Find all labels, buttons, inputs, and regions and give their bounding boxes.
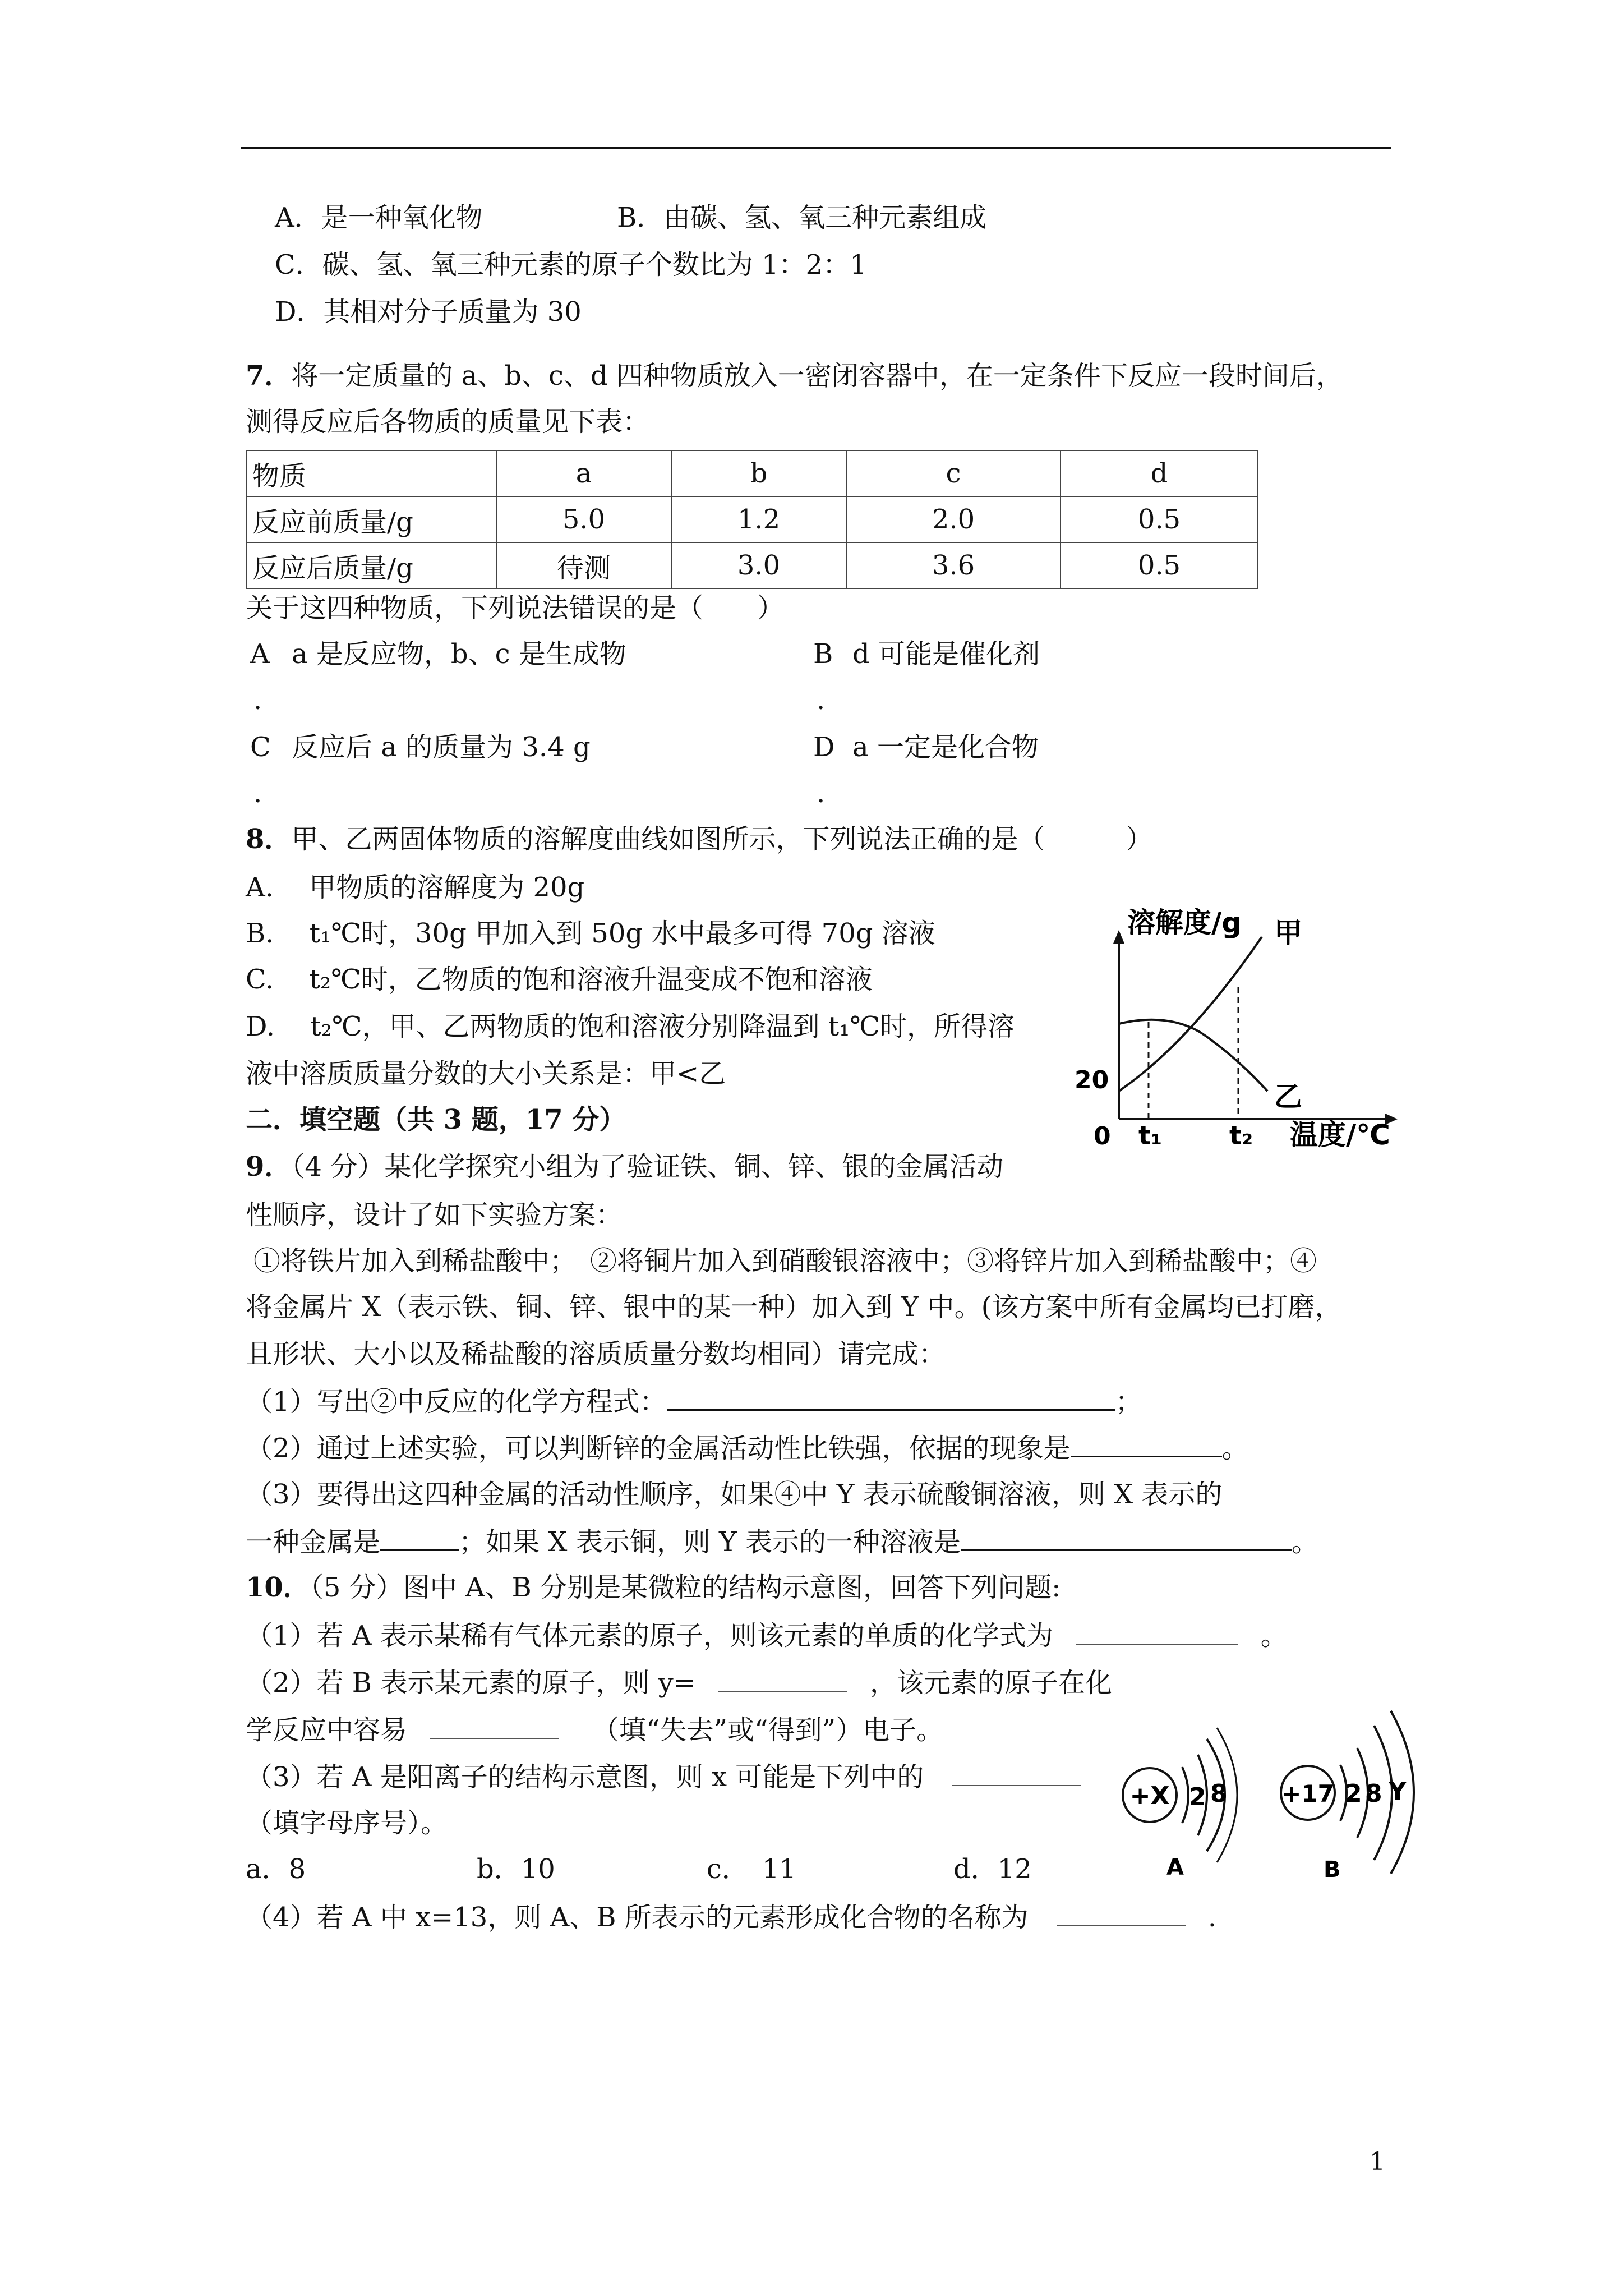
diagram-a	[1123, 1728, 1237, 1880]
graph-t2: t₂	[1229, 1120, 1253, 1151]
table-row	[246, 496, 1258, 542]
answer-blank[interactable]	[380, 1524, 459, 1551]
table-cell: 5.0	[496, 496, 671, 542]
answer-blank[interactable]	[1057, 1899, 1186, 1926]
q7-stem-line2: 测得反应后各物质的质量见下表：	[246, 406, 650, 438]
q9-sub1-end: ；	[1115, 1386, 1142, 1418]
table-cell: 0.5	[1061, 496, 1258, 542]
nucleus-b-label: +17	[1281, 1780, 1334, 1807]
table-cell: 物质	[246, 450, 496, 496]
q7-stem-line1	[246, 359, 1343, 393]
q10-sub2-c: 学反应中容易	[246, 1714, 408, 1746]
q7-number: 7．	[246, 360, 292, 392]
q9-sub2	[246, 1430, 1249, 1465]
shell-a-1: 2	[1189, 1783, 1206, 1811]
q10-option-d: d．12	[953, 1853, 1032, 1885]
q7-dot: .	[817, 684, 826, 716]
answer-blank[interactable]	[1071, 1430, 1222, 1457]
table-cell: 1.2	[671, 496, 846, 542]
q10-sub3-a: （3）若 A 是阳离子的结构示意图，则 x 可能是下列中的	[246, 1761, 924, 1793]
table-cell: a	[496, 450, 671, 496]
curve-jia	[1119, 937, 1262, 1091]
q10-sub2-d: （填“失去”或“得到”）电子。	[592, 1714, 944, 1746]
graph-origin: 0	[1094, 1122, 1111, 1151]
diagram-b-label: B	[1324, 1857, 1341, 1883]
shell-arc	[1182, 1767, 1188, 1823]
q6-option-c: C．碳、氢、氧三种元素的原子个数比为 1：2：1	[275, 249, 867, 280]
table-cell: 3.0	[671, 542, 846, 588]
q8-option-d-line2: 液中溶质质量分数的大小关系是：甲<乙	[246, 1058, 726, 1089]
q10-option-b: b．10	[477, 1853, 555, 1885]
table-cell: 0.5	[1061, 542, 1258, 588]
graph-y-tick-20: 20	[1075, 1066, 1109, 1094]
q9-sub1	[246, 1383, 1142, 1419]
graph-ylabel: 溶解度/g	[1127, 907, 1242, 939]
q9-sub2-end: 。	[1221, 1433, 1249, 1464]
diagram-b	[1281, 1711, 1414, 1883]
answer-blank[interactable]	[961, 1524, 1292, 1551]
q9-sub3-line2	[246, 1524, 1318, 1559]
label-yi: 乙	[1274, 1080, 1302, 1113]
q7-option-d-letter: D	[813, 731, 835, 763]
label-jia: 甲	[1274, 917, 1302, 949]
answer-blank[interactable]	[952, 1759, 1081, 1786]
q8-option-c: C. t₂℃时，乙物质的饱和溶液升温变成不饱和溶液	[246, 964, 873, 995]
q10-sub4-end: .	[1207, 1902, 1217, 1933]
q10-sub4	[246, 1899, 1216, 1934]
table-cell: b	[671, 450, 846, 496]
q8-option-d-line1: D. t₂℃，甲、乙两物质的饱和溶液分别降温到 t₁℃时，所得溶	[246, 1011, 1015, 1042]
shell-b-1: 2	[1345, 1779, 1362, 1808]
q7-dot: .	[817, 777, 826, 809]
q7-option-d: a 一定是化合物	[852, 731, 1039, 763]
q9-sub3-end: 。	[1291, 1526, 1318, 1558]
q10-sub3-line1	[246, 1759, 1081, 1794]
q9-line3: ①将铁片加入到稀盐酸中； ②将铜片加入到硝酸银溶液中；③将锌片加入到稀盐酸中；④	[253, 1245, 1317, 1277]
shell-b-2: 8	[1365, 1779, 1382, 1808]
q8-stem-text: 甲、乙两固体物质的溶解度曲线如图所示，下列说法正确的是（ ）	[291, 823, 1153, 855]
q9-line1-text: （4 分）某化学探究小组为了验证铁、铜、锌、银的金属活动	[291, 1151, 1004, 1182]
mass-table	[246, 450, 1258, 589]
solubility-graph	[1066, 898, 1424, 1156]
q8-stem	[246, 822, 1152, 856]
graph-xlabel: 温度/℃	[1290, 1119, 1390, 1151]
q7-dot: .	[253, 777, 262, 809]
section-2-title: 二．填空题（共 3 题，17 分）	[246, 1104, 626, 1135]
table-cell: 反应前质量/g	[246, 496, 496, 542]
q9-line4: 将金属片 X（表示铁、铜、锌、银中的某一种）加入到 Y 中。(该方案中所有金属均已打磨，	[246, 1291, 1342, 1323]
q10-sub1	[246, 1618, 1288, 1653]
q9-line2: 性顺序，设计了如下实验方案：	[246, 1199, 623, 1231]
atom-structure-diagrams	[1110, 1694, 1447, 1885]
q6-option-d: D．其相对分子质量为 30	[275, 296, 582, 328]
q6-option-b: B．由碳、氢、氧三种元素组成	[617, 202, 987, 233]
table-cell: 3.6	[846, 542, 1061, 588]
q9-line1	[246, 1150, 1003, 1184]
table-cell: 2.0	[846, 496, 1061, 542]
q7-option-c: 反应后 a 的质量为 3.4 g	[292, 731, 591, 763]
q10-sub2-a: （2）若 B 表示某元素的原子，则 y=	[246, 1667, 696, 1699]
q10-sub4-text: （4）若 A 中 x=13，则 A、B 所表示的元素形成化合物的名称为	[246, 1902, 1029, 1933]
q10-number: 10．	[246, 1572, 310, 1603]
q9-sub2-text: （2）通过上述实验，可以判断锌的金属活动性比铁强，依据的现象是	[246, 1433, 1071, 1464]
q7-option-b: d 可能是催化剂	[852, 638, 1040, 670]
table-cell: d	[1061, 450, 1258, 496]
shell-a-2: 8	[1210, 1779, 1228, 1808]
nucleus-a-label: +X	[1129, 1782, 1170, 1810]
table-cell: 待测	[496, 542, 671, 588]
q10-stem	[246, 1571, 1061, 1604]
q7-option-c-letter: C	[250, 731, 271, 763]
table-cell: c	[846, 450, 1061, 496]
q7-question: 关于这四种物质，下列说法错误的是（ ）	[246, 592, 785, 624]
q7-option-a: a 是反应物，b、c 是生成物	[292, 638, 626, 670]
header-rule	[241, 147, 1391, 149]
curve-yi	[1119, 1020, 1267, 1091]
q10-stem-text: （5 分）图中 A、B 分别是某微粒的结构示意图，回答下列问题:	[310, 1572, 1061, 1603]
q7-option-a-letter: A	[250, 638, 270, 670]
answer-blank[interactable]	[718, 1665, 847, 1692]
q9-sub1-text: （1）写出②中反应的化学方程式：	[246, 1386, 667, 1418]
answer-blank[interactable]	[667, 1383, 1115, 1411]
q7-stem-text: 将一定质量的 a、b、c、d 四种物质放入一密闭容器中，在一定条件下反应一段时间后，	[291, 360, 1343, 392]
q6-option-a: A．是一种氧化物	[275, 202, 483, 233]
q10-sub3-line2: （填字母序号）。	[246, 1807, 448, 1839]
q8-option-b: B. t₁℃时，30g 甲加入到 50g 水中最多可得 70g 溶液	[246, 918, 935, 949]
q10-sub1-end: 。	[1260, 1620, 1288, 1651]
q9-sub3-line1: （3）要得出这四种金属的活动性顺序，如果④中 Y 表示硫酸铜溶液，则 X 表示的	[246, 1479, 1223, 1510]
q9-number: 9．	[246, 1151, 292, 1182]
q10-sub2-line2	[246, 1712, 943, 1747]
y-axis-arrow	[1113, 930, 1124, 944]
q9-line5: 且形状、大小以及稀盐酸的溶质质量分数均相同）请完成：	[246, 1338, 946, 1370]
q8-option-a: A. 甲物质的溶解度为 20g	[246, 872, 585, 903]
page-number: 1	[1370, 2147, 1385, 2176]
q10-sub1-text: （1）若 A 表示某稀有气体元素的原子，则该元素的单质的化学式为	[246, 1620, 1053, 1651]
diagram-a-label: A	[1166, 1855, 1184, 1880]
q8-number: 8．	[246, 823, 292, 855]
table-cell: 反应后质量/g	[246, 542, 496, 588]
table-row	[246, 542, 1258, 588]
q10-sub2-b: ，该元素的原子在化	[869, 1667, 1112, 1699]
q7-option-b-letter: B	[813, 638, 833, 670]
answer-blank[interactable]	[430, 1712, 559, 1739]
q7-dot: .	[253, 684, 262, 716]
graph-t1: t₁	[1138, 1120, 1163, 1151]
q10-sub2-line1	[246, 1665, 1112, 1700]
q10-option-c: c． 11	[707, 1853, 796, 1885]
q9-sub3-a: 一种金属是	[246, 1526, 381, 1558]
table-header-row	[246, 450, 1258, 496]
answer-blank[interactable]	[1076, 1618, 1238, 1645]
q9-sub3-b: ；如果 X 表示铜，则 Y 表示的一种溶液是	[459, 1526, 961, 1558]
shell-b-3: Y	[1389, 1777, 1407, 1806]
q10-option-a: a．8	[246, 1853, 306, 1885]
